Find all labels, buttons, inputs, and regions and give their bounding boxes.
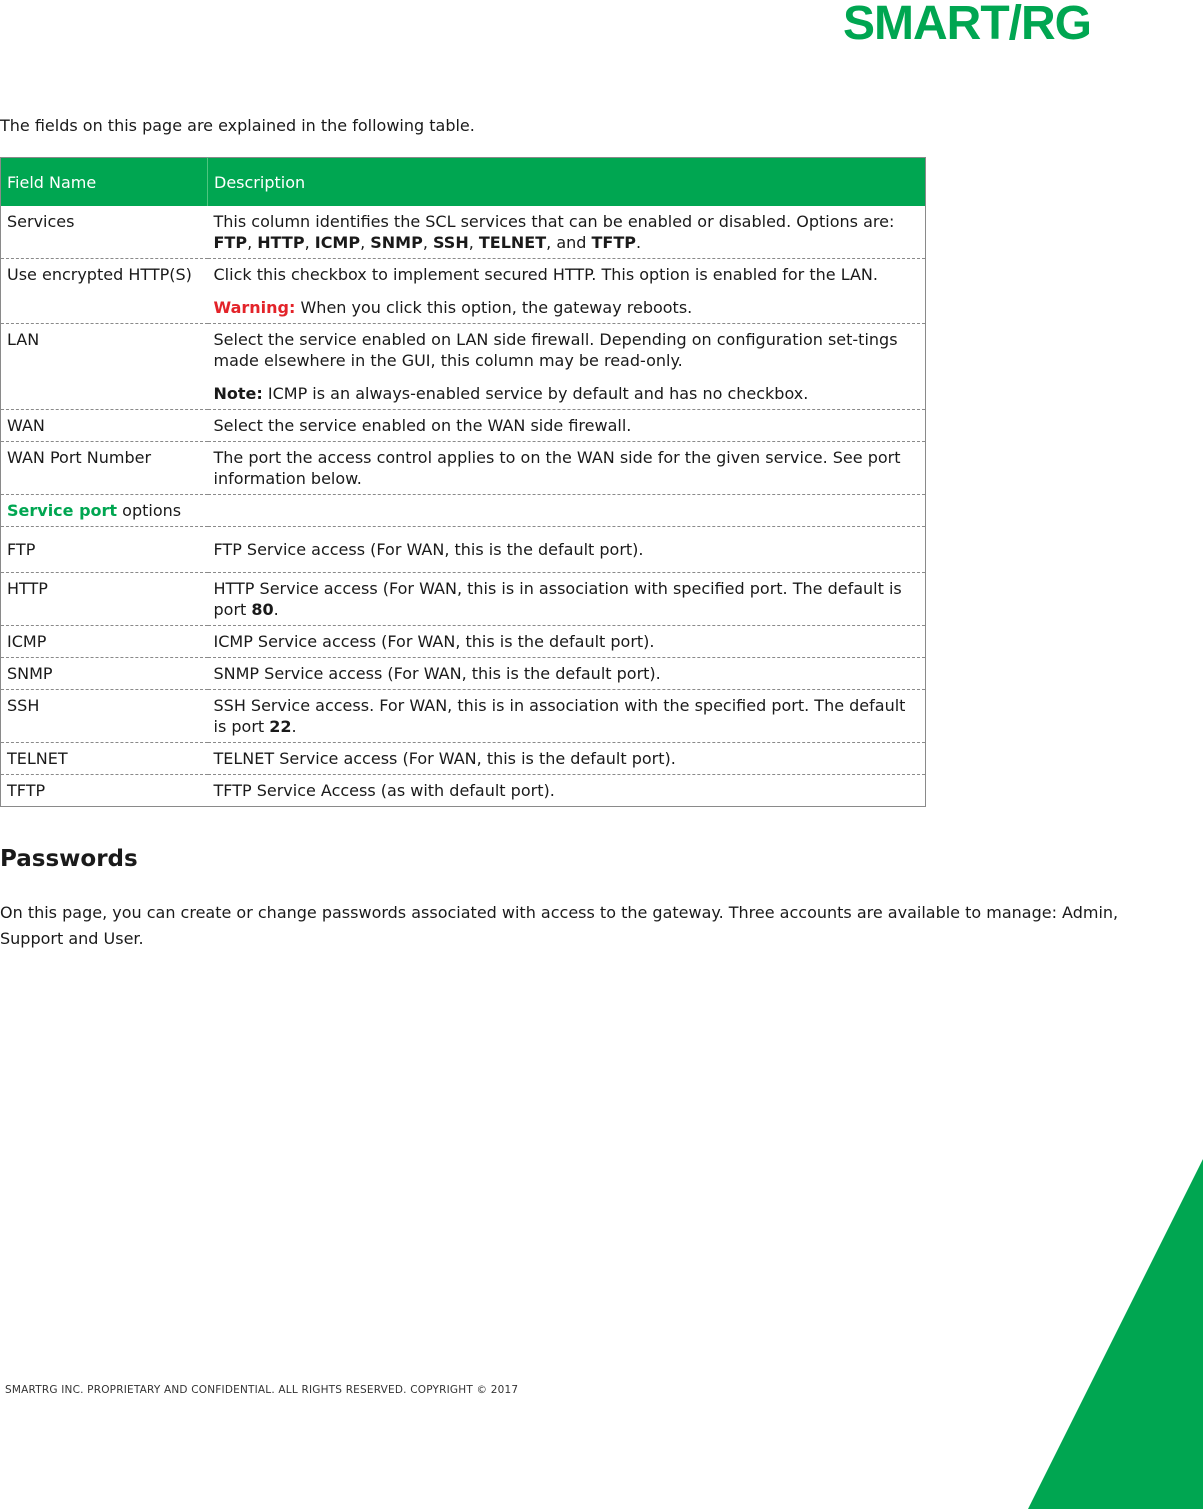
section-label: Service port options: [1, 495, 926, 527]
table-row: [1, 658, 926, 690]
table-row: [1, 690, 926, 743]
field-description: The port the access control applies to on the WAN side for the given service. See port information below.: [208, 442, 926, 495]
field-name: TFTP: [7, 781, 46, 800]
port-value: 80: [251, 600, 274, 619]
field-name: Services: [1, 206, 208, 259]
field-description: Select the service enabled on the WAN side firewall.: [208, 410, 926, 442]
field-name: WAN Port Number: [1, 442, 208, 495]
option-icmp: ICMP: [314, 233, 361, 252]
field-name: Use encrypted HTTP(S): [1, 259, 208, 324]
field-name: HTTP: [1, 573, 208, 626]
field-description: SSH Service access. For WAN, this is in association with the specified port. The default is port 22.: [208, 690, 926, 743]
field-name: LAN: [1, 324, 208, 410]
field-name: FTP: [1, 527, 208, 573]
table-row: [1, 743, 926, 775]
field-name: TELNET: [1, 743, 208, 775]
option-ftp: FTP: [213, 233, 248, 252]
field-description: Click this checkbox to implement secured HTTP. This option is enabled for the LAN. Warning: When you click this option, the gateway reboots.: [208, 259, 926, 324]
option-http: HTTP: [257, 233, 305, 252]
field-description: ICMP Service access (For WAN, this is the default port).: [208, 626, 926, 658]
option-ssh: SSH: [432, 233, 469, 252]
column-header-field-name: Field Name: [1, 158, 208, 207]
table-row: [1, 527, 926, 573]
table-row: [1, 324, 926, 410]
table-header-row: [1, 158, 926, 207]
table-row: [1, 775, 926, 807]
smartrg-logo: SMART/RG: [843, 0, 1091, 50]
field-description: Select the service enabled on LAN side firewall. Depending on configuration set-tings made elsewhere in the GUI, this column may be read-only. Note: ICMP is an always-enabled service by default and has no checkbox.: [208, 324, 926, 410]
service-port-label: Service port: [7, 501, 118, 520]
section-body: On this page, you can create or change passwords associated with access to the gateway. Three accounts are available to manage: Admin, Support and User.: [0, 903, 1119, 948]
field-description: SNMP Service access (For WAN, this is the default port).: [208, 658, 926, 690]
field-description: HTTP Service access (For WAN, this is in association with specified port. The default is port 80.: [208, 573, 926, 626]
table-section-row: [1, 495, 926, 527]
intro-text: The fields on this page are explained in the following table.: [0, 116, 475, 135]
field-description-table: [0, 157, 926, 807]
option-telnet: TELNET: [478, 233, 547, 252]
corner-decoration: [1028, 1159, 1203, 1509]
note-label: Note:: [213, 384, 263, 403]
field-name: SNMP: [1, 658, 208, 690]
table-row: [1, 573, 926, 626]
option-snmp: SNMP: [370, 233, 423, 252]
note: Note: ICMP is an always-enabled service by default and has no checkbox.: [213, 384, 809, 403]
field-description: This column identifies the SCL services that can be enabled or disabled. Options are: FTP, HTTP, ICMP, SNMP, SSH, TELNET, and TFTP.: [208, 206, 926, 259]
section-title: Passwords: [0, 846, 138, 872]
field-description: TFTP Service Access (as with default port).: [213, 781, 555, 800]
column-header-description: Description: [208, 158, 926, 207]
field-name: SSH: [1, 690, 208, 743]
table-row: [1, 410, 926, 442]
field-name: ICMP: [1, 626, 208, 658]
warning-note: Warning: When you click this option, the gateway reboots.: [213, 298, 693, 317]
field-name: WAN: [1, 410, 208, 442]
table-row: [1, 206, 926, 259]
table-row: [1, 626, 926, 658]
option-tftp: TFTP: [591, 233, 636, 252]
footer-copyright: SMARTRG INC. PROPRIETARY AND CONFIDENTIAL. ALL RIGHTS RESERVED. COPYRIGHT © 2017: [5, 1384, 519, 1396]
warning-label: Warning:: [213, 298, 296, 317]
field-description: FTP Service access (For WAN, this is the default port).: [208, 527, 926, 573]
table-row: [1, 259, 926, 324]
field-description: TELNET Service access (For WAN, this is the default port).: [208, 743, 926, 775]
table-row: [1, 442, 926, 495]
port-value: 22: [269, 717, 292, 736]
